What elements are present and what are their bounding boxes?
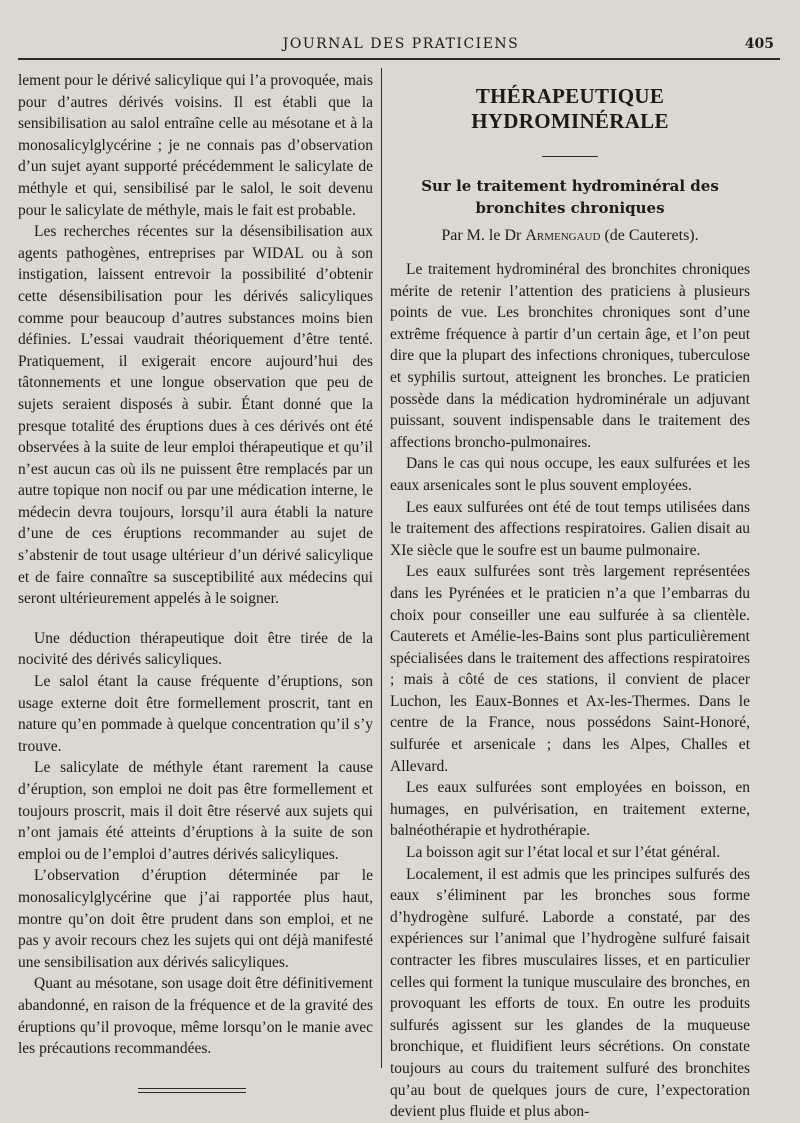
left-paragraph-6: L’observation d’éruption déterminée par le monosalicylglycérine que j’ai rapportée plus haut, montre qu’on doit être prudent dans son emploi, et ne pas y avoir recours chez les sujets qui ont déjà manifesté une sensibilisation aux dérivés salicyliques. — [18, 867, 373, 971]
left-paragraph-7: Quant au mésotane, son usage doit être définitivement abandonné, en raison de la fréquence et de la gravité des éruptions qu’il provoque, même lorsqu’on le manie avec les précautions recommandées. — [18, 975, 373, 1058]
right-paragraph-6: La boisson agit sur l’état local et sur l’état général. — [406, 844, 721, 862]
header-rule — [18, 58, 780, 60]
right-paragraph-4: Les eaux sulfurées sont très largement représentées dans les Pyrénées et le praticien n’a que l’embarras du choix pour conseiller une eau sulfurée à sa clientèle. Cauterets et Amélie-les-Bains sont plus particulièrement spécialisées dans le traitement des affections respiratoires ; mais à côté de ces stations, il convient de placer Luchon, les Eaux-Bonnes et Ax-les-Thermes. Dans le centre de la France, nous possédons Saint-Honoré, sulfurée et arsenicale ; dans les Alpes, Challes et Allevard. — [390, 563, 750, 775]
left-paragraph-2: Les recherches récentes sur la désensibilisation aux agents pathogènes, entreprises par WIDAL ou à son instigation, laissent entrevoir la possibilité d’obtenir cette désensibilisation pour les dérivés salicyliques comme pour beaucoup d’autres substances moins bien définies. L’essai vaudrait théoriquement d’être tenté. Pratiquement, il exigerait encore aujourd’hui des tâtonnements et une longue observation que peu de sujets seraient disposés à subir. Étant donné que la presque totalité des éruptions dues à ces dérivés ont été observées à la suite de leur emploi thérapeutique et qu’il n’est aucun cas où ils ne puissent être remplacés par un autre topique non nocif ou par une médication interne, le médecin devra toujours, lorsqu’il aura établi la nature d’une de ces éruptions recommander au sujet de s’abstenir de tout usage ultérieur d’un dérivé salicylique et de faire connaître sa susceptibilité aux médecins qui seront ultérieurement appelés à le soigner. — [18, 223, 373, 608]
left-paragraph-4: Le salol étant la cause fréquente d’éruptions, son usage externe doit être formellement proscrit, tant en nature qu’en pommade à quelque concentration qu’il s’y trouve. — [18, 673, 373, 755]
left-paragraph-3: Une déduction thérapeutique doit être tirée de la nocivité des dérivés salicyliques. — [18, 629, 373, 669]
article-title: Sur le traitement hydrominéral des bronchites chroniques — [421, 177, 719, 217]
section-title: THÉRAPEUTIQUE HYDROMINÉRALE — [471, 84, 669, 133]
journal-title: JOURNAL DES PRATICIENS — [282, 36, 520, 52]
right-paragraph-7: Localement, il est admis que les principes sulfurés des eaux s’éliminent par les bronches sous forme d’hydrogène sulfuré. Laborde a constaté, par des expériences sur l’animal que l’hydrogène sulfuré faisait contracter les fibres musculaires lisses, et en particulier celles qui forment la tunique musculaire des bronches, en provoquant les efforts de toux. En outre les produits sulfurés agissent sur les glandes de la muqueuse bronchique, et fluidifient leurs sécrétions. On constate toujours au cours du traitement sulfuré des bronchites qu’au bout de quelques jours de cure, l’expectoration devient plus fluide et plus abon- — [390, 865, 750, 1121]
right-paragraph-5: Les eaux sulfurées sont employées en boisson, en humages, en pulvérisation, en traitement externe, balnéothérapie et hydrothérapie. — [390, 779, 750, 840]
page-number: 405 — [744, 36, 774, 52]
running-header — [20, 36, 782, 56]
left-column — [18, 70, 373, 1096]
author-name: Armengaud — [525, 227, 601, 244]
end-of-article-rule — [138, 1088, 246, 1093]
right-paragraph-2: Dans le cas qui nous occupe, les eaux sulfurées et les eaux arsenicales sont le plus souvent employées. — [390, 455, 750, 494]
left-paragraph-5: Le salicylate de méthyle étant rarement la cause d’éruption, son emploi ne doit pas être formellement et toujours proscrit, mais il doit être réservé aux sujets qui n’ont jamais été atteints d’éruptions à la suite de son emploi ou de l’emploi d’autres dérivés salicyliques. — [18, 759, 373, 863]
right-paragraph-3: Les eaux sulfurées ont été de tout temps utilisées dans le traitement des affections respiratoires. Galien disait au XIe siècle que le soufre est un baume pulmonaire. — [390, 498, 750, 559]
author-line — [390, 227, 750, 245]
column-divider — [381, 68, 382, 1068]
author-suffix: (de Cauterets). — [600, 227, 699, 244]
left-paragraph-1: lement pour le dérivé salicylique qui l’a provoquée, mais pour d’autres dérivés voisins. Il est établi que la sensibilisation au salol entraîne celle au mésotane et à la monosalicylglycérine ; je ne connais pas d’observation d’un sujet ayant supporté précédemment le salicylate de méthyle et qui, sensibilisé par le salol, le soit devenu pour le salicylate de méthyle, mais le fait est probable. — [18, 72, 373, 219]
right-column — [390, 76, 750, 1123]
right-paragraph-1: Le traitement hydrominéral des bronchites chroniques mérite de retenir l’attention des praticiens à plusieurs points de vue. Les bronchites chroniques sont d’une extrême fréquence à partir d’un certain âge, et l’on peut dire que la plupart des infections chroniques, tuberculose et syphilis surtout, atteignent les bronches. Le praticien possède dans la médication hydrominérale un adjuvant puissant, souvent indispensable dans le traitement des affections broncho-pulmonaires. — [390, 261, 750, 451]
title-rule — [542, 156, 598, 157]
author-prefix: Par M. le Dr — [441, 227, 526, 244]
paragraph-gap — [18, 610, 373, 628]
